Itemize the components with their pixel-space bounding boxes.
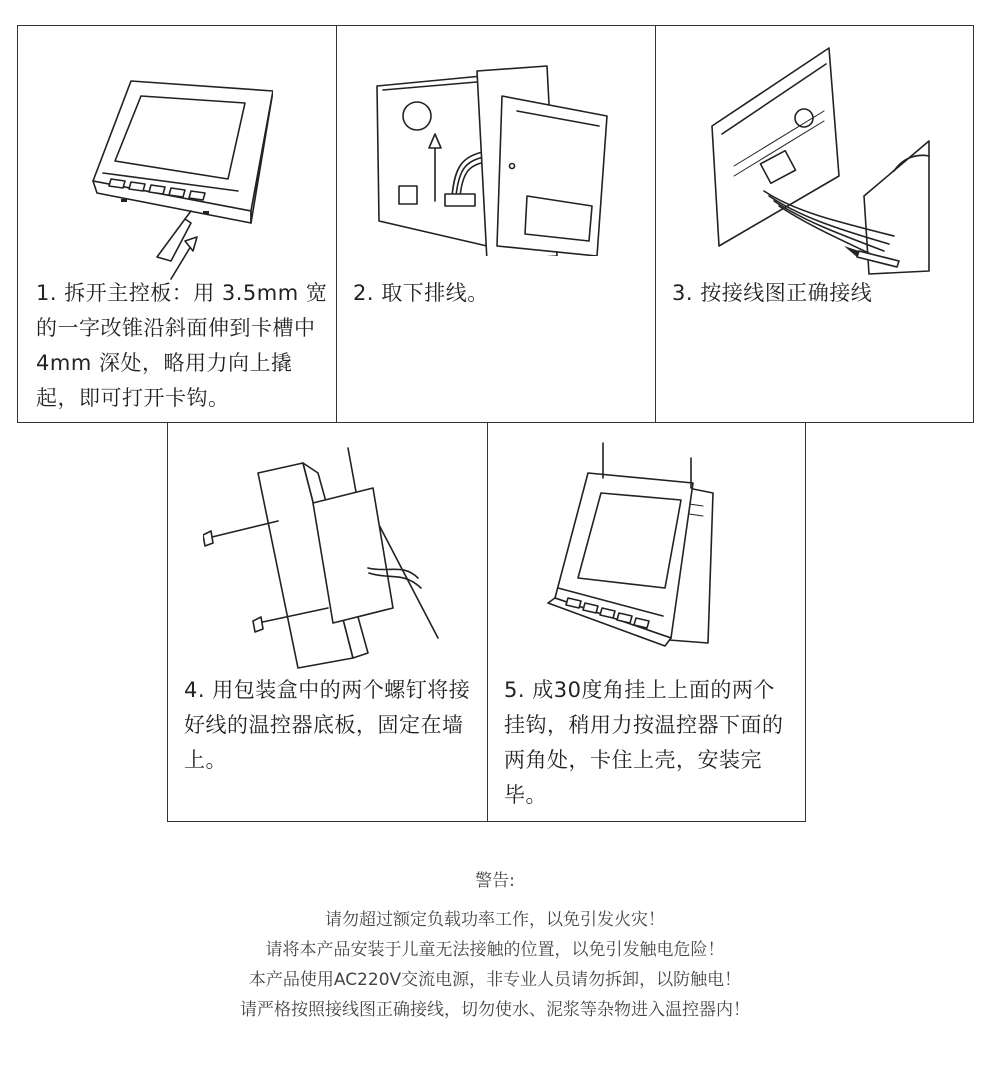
step-4-text: 4. 用包装盒中的两个螺钉将接好线的温控器底板，固定在墙上。: [184, 678, 471, 772]
step-4-illustration: [203, 443, 453, 673]
step-5-cell: [487, 422, 806, 822]
step-1-cell: [17, 25, 337, 423]
step-2-illustration: [367, 56, 617, 256]
step-3-illustration: [694, 46, 934, 276]
warning-line: 请将本产品安装于儿童无法接触的位置，以免引发触电危险！: [265, 940, 725, 960]
step-5-text: 5. 成30度角挂上上面的两个挂钩，稍用力按温控器下面的两角处，卡住上壳，安装完毕。: [504, 678, 784, 807]
step-3-text: 3. 按接线图正确接线: [672, 281, 873, 305]
step-2-cell: [336, 25, 656, 423]
step-1-illustration: [73, 51, 273, 281]
step-2-text: 2. 取下排线。: [353, 281, 489, 305]
warning-line: 请严格按照接线图正确接线，切勿使水、泥浆等杂物进入温控器内！: [240, 1000, 750, 1020]
step-5-illustration: [543, 438, 733, 668]
step-4-cell: [167, 422, 488, 822]
warning-title: 警告:: [475, 871, 515, 891]
warning-line: 本产品使用AC220V交流电源，非专业人员请勿拆卸，以防触电！: [248, 970, 742, 990]
step-3-cell: [655, 25, 974, 423]
step-1-text: 1. 拆开主控板：用 3.5mm 宽的一字改锥沿斜面伸到卡槽中 4mm 深处，略用力向上撬起，即可打开卡钩。: [36, 281, 328, 410]
warning-line: 请勿超过额定负载功率工作，以免引发火灾！: [325, 910, 665, 930]
